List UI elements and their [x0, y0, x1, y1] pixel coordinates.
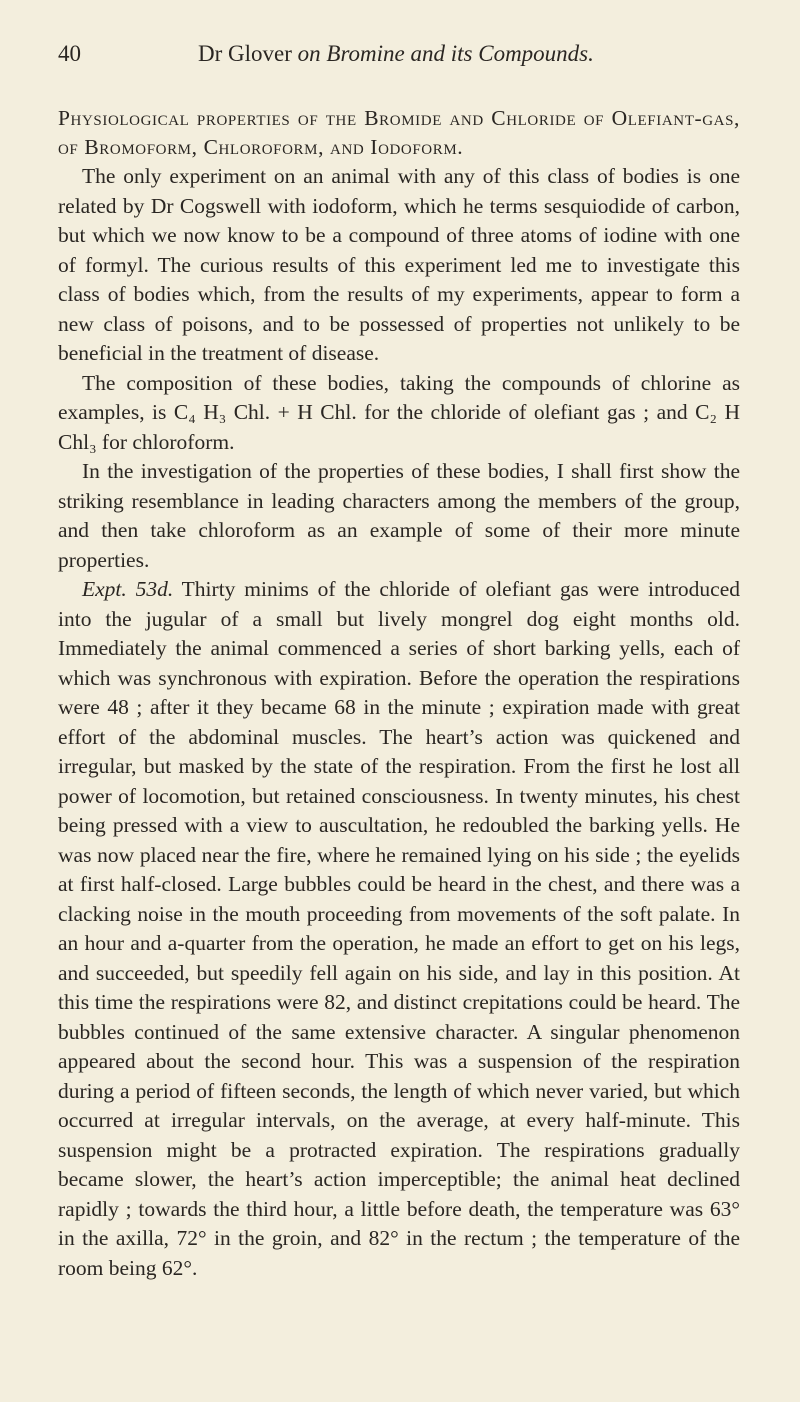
- paragraph-composition: The composition of these bodies, taking the compounds of chlorine as examples, is C₄ H₃ Chl. + H Chl. for the chloride of olefiant gas ; and C₂ H Chl₃ for chloroform.: [58, 370, 740, 454]
- running-title-subject: on Bromine and its Compounds.: [297, 41, 594, 66]
- running-title: [198, 36, 594, 72]
- running-title-author: Dr Glover: [198, 41, 298, 66]
- experiment-label: Expt. 53d.: [82, 577, 174, 601]
- paragraph-experiment-53d: [58, 575, 740, 1283]
- experiment-text: Thirty minims of the chloride of olefiant gas were introduced into the jugular of a small but lively mongrel dog eight months old. Immediately the animal commenced a series of short barking yells, each of which was synchronous with expiration. Before the operation the respirations were 48 ; after it they became 68 in the minute ; expiration made with great effort of the abdominal muscles. The heart’s action was quickened and irregular, but masked by the state of the respiration. From the first he lost all power of locomotion, but retained consciousness. In twenty minutes, his chest being pressed with a view to auscultation, he redoubled the barking yells. He was now placed near the fire, where he remained lying on his side ; the eyelids at first half-closed. Large bubbles could be heard in the chest, and there was a clacking noise in the mouth proceeding from movements of the soft palate. In an hour and a-quarter from the operation, he made an effort to get on his legs, and succeeded, but speedily fell again on his side, and lay in this position. At this time the respirations were 82, and distinct crepitations could be heard. The bubbles continued of the same extensive character. A singular phenomenon appeared about the second hour. This was a suspension of the respiration during a period of fifteen seconds, the length of which never varied, but which occurred at irregular intervals, on the average, at every half-minute. This suspension might be a protracted expiration. The respirations gradually became slower, the heart’s action imperceptible; the animal heat declined rapidly ; towards the third hour, a little before death, the temperature was 63° in the axilla, 72° in the groin, and 82° in the rectum ; the temperature of the room being 62°.: [58, 577, 740, 1280]
- section-heading: Physiological properties of the Bromide and Chloride of Olefiant-gas, of Bromoform, Chloroform, and Iodoform.: [58, 106, 740, 159]
- page-number: 40: [58, 41, 81, 66]
- running-head: [58, 36, 740, 72]
- paragraph-investigation: In the investigation of the properties of these bodies, I shall first show the striking resemblance in leading characters among the members of the group, and then take chloroform as an example of some of their more minute properties.: [58, 459, 740, 572]
- paragraph-iodoform: The only experiment on an animal with any of this class of bodies is one related by Dr Cogswell with iodoform, which he terms sesquiodide of carbon, but which we now know to be a compound of three atoms of iodine with one of formyl. The curious results of this experiment led me to investigate this class of bodies which, from the results of my experiments, appear to form a new class of poisons, and to be possessed of properties not unlikely to be beneficial in the treatment of disease.: [58, 164, 740, 365]
